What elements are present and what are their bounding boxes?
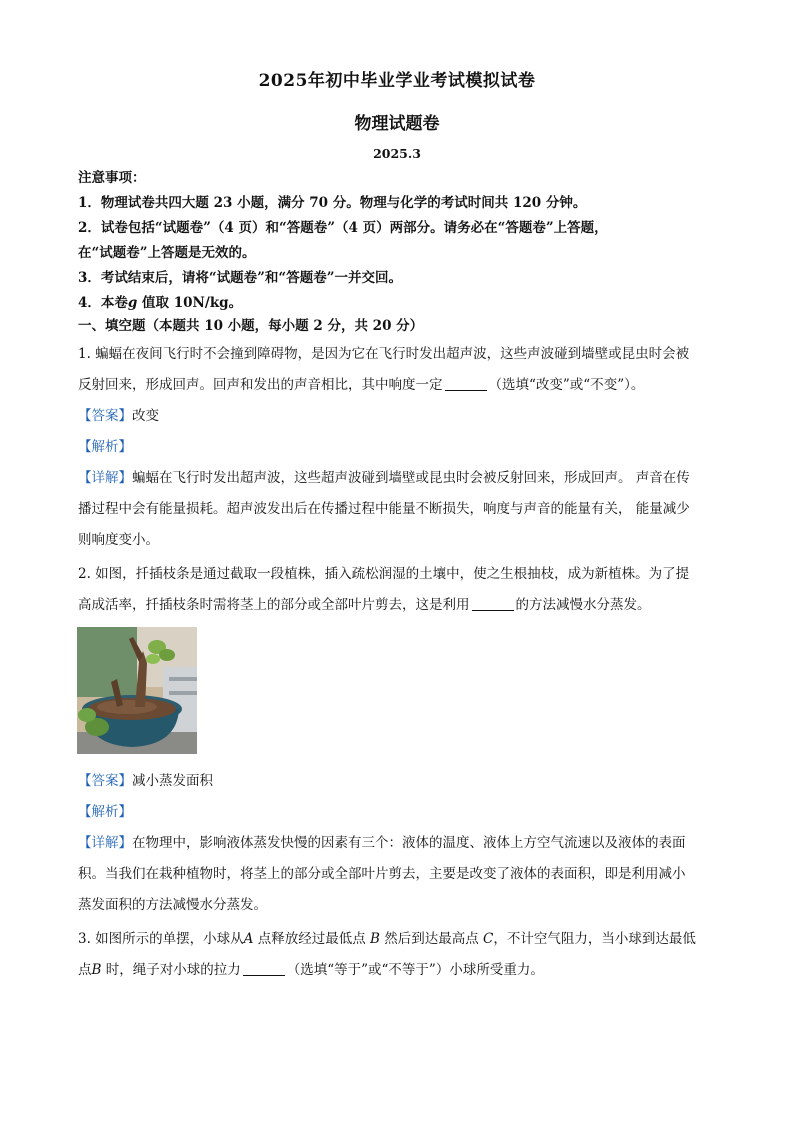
- answer-blank: [445, 376, 487, 391]
- notice-item-1: 1．物理试卷共四大题 23 小题，满分 70 分。物理与化学的考试时间共 120 分钟。: [78, 195, 587, 211]
- plant-cutting-image: [77, 627, 197, 754]
- exam-subtitle: 物理试题卷: [354, 114, 440, 134]
- q1-analysis: 【解析】: [78, 439, 132, 455]
- notice-heading: 注意事项：: [78, 170, 146, 186]
- q1-answer: 【答案】改变: [78, 408, 159, 424]
- q1-detail-line1: 【详解】蝙蝠在飞行时发出超声波，这些超声波碰到墙壁或昆虫时会被反射回来，形成回声。 声音在传: [78, 470, 690, 486]
- q2-detail-line3: 蒸发面积的方法减慢水分蒸发。: [78, 897, 267, 913]
- answer-blank: [243, 961, 285, 976]
- section-heading: 一、填空题（本题共 10 小题，每小题 2 分，共 20 分）: [78, 318, 424, 334]
- q1-text-line1: 1. 蝙蝠在夜间飞行时不会撞到障碍物，是因为它在飞行时发出超声波，这些声波碰到墙壁或昆虫时会被: [78, 346, 690, 362]
- q1-detail-line3: 则响度变小。: [78, 532, 159, 548]
- q1-detail-line2: 播过程中会有能量损耗。超声波发出后在传播过程中能量不断损失，响度与声音的能量有关， 能量减少: [78, 501, 690, 517]
- notice-item-2-cont: 在“试题卷”上答题是无效的。: [78, 245, 256, 261]
- notice-item-2: 2．试卷包括“试题卷”（4 页）和“答题卷”（4 页）两部分。请务必在“答题卷”上答题，: [78, 220, 608, 236]
- q1-text-line2: 反射回来，形成回声。回声和发出的声音相比，其中响度一定 （选填“改变”或“不变”）。: [78, 377, 645, 393]
- q2-detail-line2: 积。当我们在栽种植物时，将茎上的部分或全部叶片剪去，主要是改变了液体的表面积，即是利用减小: [78, 866, 686, 882]
- q2-answer: 【答案】减小蒸发面积: [78, 773, 213, 789]
- exam-date: 2025.3: [373, 146, 421, 161]
- q3-text-line2: 点B 时，绳子对小球的拉力 （选填“等于”或“不等于”）小球所受重力。: [78, 962, 544, 978]
- notice-item-3: 3．考试结束后，请将“试题卷”和“答题卷”一并交回。: [78, 270, 402, 286]
- notice-item-4: 4．本卷g 值取 10N/kg。: [78, 295, 243, 311]
- exam-title: 2025年初中毕业学业考试模拟试卷: [258, 71, 536, 91]
- q2-text-line2: 高成活率，扦插枝条时需将茎上的部分或全部叶片剪去，这是利用 的方法减慢水分蒸发。: [78, 597, 651, 613]
- answer-blank: [472, 596, 514, 611]
- q2-detail-line1: 【详解】在物理中，影响液体蒸发快慢的因素有三个：液体的温度、液体上方空气流速以及液体的表面: [78, 835, 686, 851]
- q3-text-line1: 3. 如图所示的单摆，小球从A 点释放经过最低点 B 然后到达最高点 C，不计空气阻力，当小球到达最低: [78, 931, 696, 947]
- q2-text-line1: 2. 如图，扦插枝条是通过截取一段植株，插入疏松润湿的土壤中，使之生根抽枝，成为新植株。为了提: [78, 566, 690, 582]
- q2-analysis: 【解析】: [78, 804, 132, 820]
- plant-cutting-photo: [77, 627, 197, 754]
